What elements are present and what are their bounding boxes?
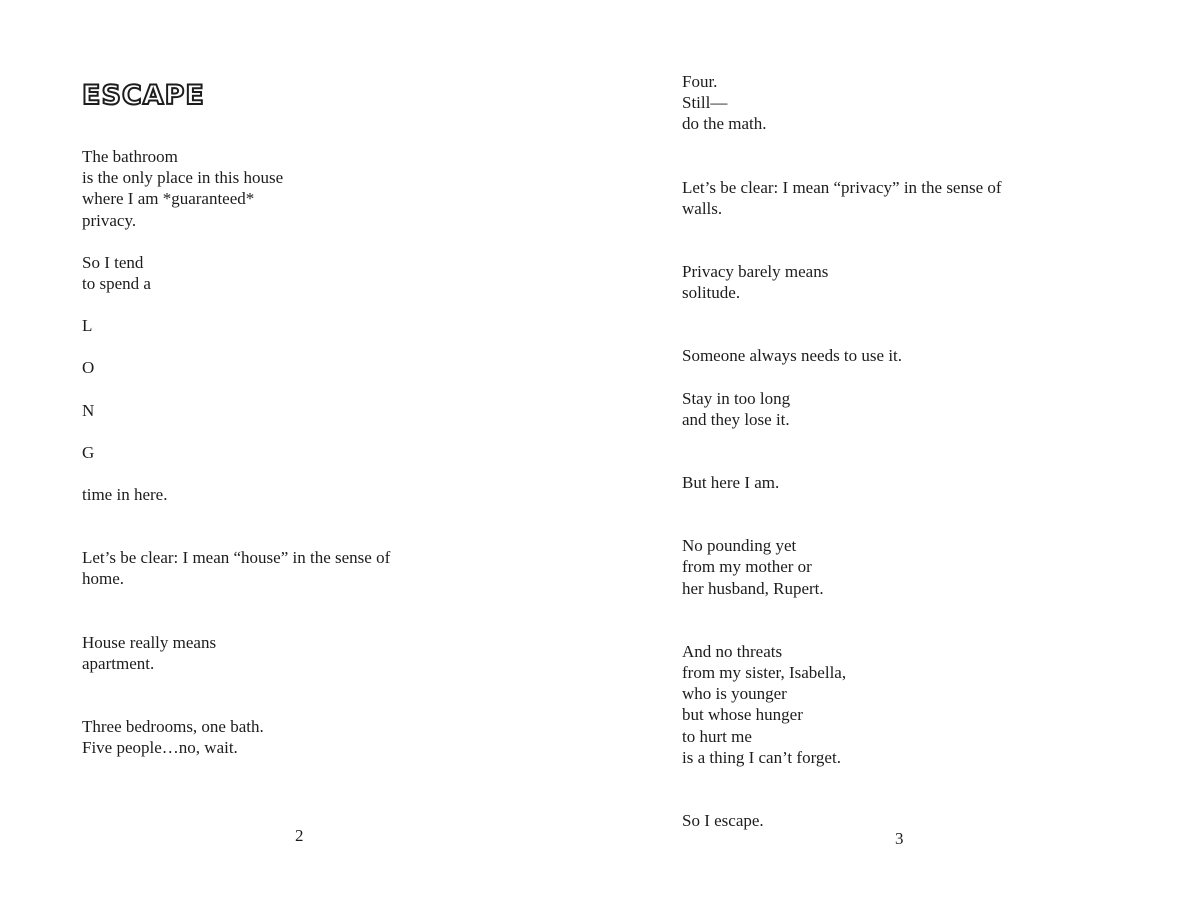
poem-line: home.	[82, 569, 125, 589]
right-page	[600, 0, 1200, 900]
poem-line: who is younger	[682, 684, 787, 704]
poem-line: So I escape.	[682, 811, 764, 831]
stanza	[682, 388, 1002, 430]
poem-text-right	[682, 71, 1002, 831]
poem-line: But here I am.	[682, 473, 780, 493]
poem-line: Four.	[682, 72, 718, 91]
poem-line: from my mother or	[682, 557, 812, 577]
poem-line: her husband, Rupert.	[682, 578, 824, 598]
poem-line: Three bedrooms, one bath.	[82, 717, 264, 737]
stanza	[82, 315, 390, 336]
page-number: 2	[295, 826, 304, 845]
stanza	[682, 472, 1002, 493]
stanza	[682, 177, 1002, 219]
page-number: 3	[895, 829, 904, 848]
poem-line: Still—	[682, 93, 728, 113]
stanza	[82, 442, 390, 463]
poem-line: and they lose it.	[682, 409, 790, 429]
stanza	[82, 252, 390, 294]
stanza	[682, 345, 1002, 366]
chapter-title: ESCAPE	[82, 80, 205, 111]
poem-line: Someone always needs to use it.	[682, 346, 903, 366]
poem-line: And no threats	[682, 641, 783, 661]
poem-line: Five people…no, wait.	[82, 738, 238, 758]
poem-line: to spend a	[82, 274, 151, 294]
stanza	[682, 535, 1002, 599]
poem-line: time in here.	[82, 485, 168, 505]
poem-line: privacy.	[82, 210, 137, 230]
poem-line: House really means	[82, 632, 217, 652]
poem-line: from my sister, Isabella,	[682, 663, 847, 683]
poem-line: Let’s be clear: I mean “house” in the sense of	[82, 548, 391, 568]
poem-line: O	[82, 358, 95, 378]
poem-line: Stay in too long	[682, 388, 791, 408]
stanza	[82, 547, 390, 589]
poem-line: walls.	[682, 198, 723, 218]
stanza	[682, 810, 1002, 831]
stanza	[682, 261, 1002, 303]
poem-text-left	[82, 146, 390, 758]
poem-line: So I tend	[82, 252, 144, 272]
poem-line: G	[82, 442, 95, 462]
poem-line: The bathroom	[82, 147, 178, 166]
stanza	[82, 400, 390, 421]
poem-line: Let’s be clear: I mean “privacy” in the sense of	[682, 177, 1002, 197]
stanza	[682, 71, 1002, 135]
poem-line: Privacy barely means	[682, 262, 829, 282]
poem-line: No pounding yet	[682, 536, 797, 556]
poem-line: do the math.	[682, 114, 767, 134]
stanza	[82, 632, 390, 674]
poem-line: where I am *guaranteed*	[82, 189, 255, 209]
poem-line: N	[82, 400, 95, 420]
stanza	[82, 716, 390, 758]
poem-line: L	[82, 316, 93, 336]
poem-line: solitude.	[682, 283, 741, 303]
stanza	[82, 484, 390, 505]
stanza	[82, 357, 390, 378]
poem-line: to hurt me	[682, 726, 752, 746]
poem-line: apartment.	[82, 653, 155, 673]
stanza	[682, 641, 1002, 768]
stanza	[82, 146, 390, 231]
poem-line: is the only place in this house	[82, 168, 284, 188]
poem-line: but whose hunger	[682, 705, 803, 725]
poem-line: is a thing I can’t forget.	[682, 747, 841, 767]
